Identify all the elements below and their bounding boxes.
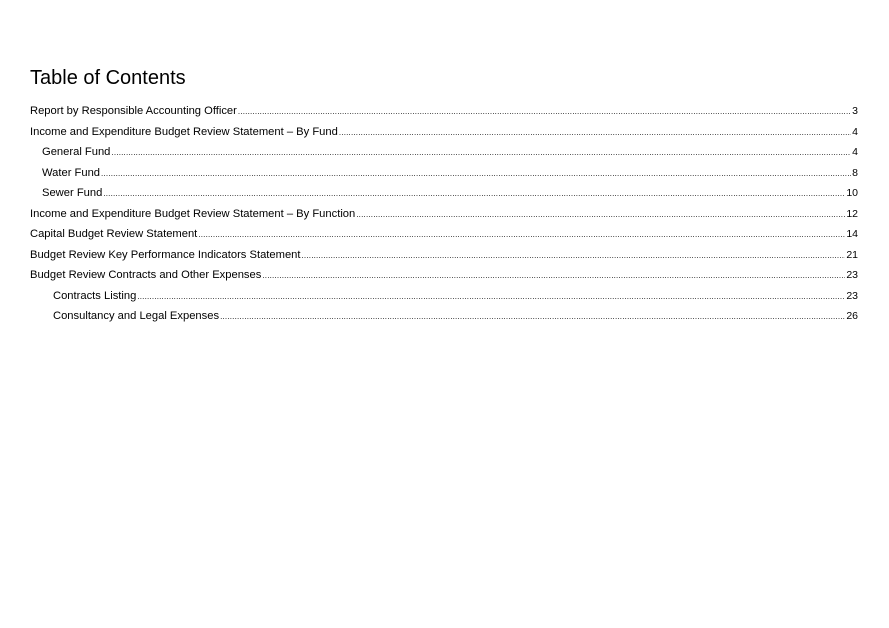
toc-entry-page: 26	[846, 310, 858, 322]
toc-entry-label: Income and Expenditure Budget Review Statement – By Fund	[30, 125, 338, 138]
dot-leader	[356, 207, 845, 223]
toc-entry-label: Capital Budget Review Statement	[30, 228, 198, 240]
toc-entry[interactable]	[30, 267, 858, 288]
toc-entry-page: 4	[852, 146, 858, 158]
toc-entry-label: Sewer Fund	[42, 187, 103, 199]
toc-entry-label: Contracts Listing	[53, 289, 137, 302]
toc-entry[interactable]	[30, 144, 858, 165]
toc-entry-page: 4	[852, 125, 858, 138]
toc-entry-page: 23	[846, 289, 858, 302]
toc-entry[interactable]	[30, 165, 858, 186]
dot-leader	[103, 186, 845, 202]
toc-entry-label: Budget Review Key Performance Indicators Statement	[30, 248, 301, 261]
dot-leader	[101, 166, 851, 182]
dot-leader	[220, 309, 845, 325]
toc-entry-label: Report by Responsible Accounting Officer	[30, 105, 237, 117]
toc-entry-label: Income and Expenditure Budget Review Statement – By Function	[30, 207, 356, 220]
toc-entry-page: 23	[846, 269, 858, 281]
toc-entry-page: 14	[846, 228, 858, 240]
toc-entry[interactable]	[30, 247, 858, 268]
dot-leader	[198, 227, 845, 243]
toc-entry-page: 8	[852, 166, 858, 179]
toc-entry-page: 21	[846, 248, 858, 261]
toc-entry[interactable]	[30, 226, 858, 247]
toc-entry[interactable]	[30, 288, 858, 309]
toc-entry[interactable]	[30, 308, 858, 329]
dot-leader	[111, 145, 851, 161]
toc-entry-label: Water Fund	[42, 166, 101, 179]
dot-leader	[262, 268, 845, 284]
toc-entry[interactable]	[30, 124, 858, 145]
dot-leader	[302, 248, 846, 264]
toc-entry-label: Consultancy and Legal Expenses	[53, 310, 220, 322]
toc-entry-label: General Fund	[42, 146, 111, 158]
toc-entry-page: 3	[852, 105, 858, 117]
toc-entry[interactable]	[30, 206, 858, 227]
dot-leader	[238, 104, 851, 120]
table-of-contents	[30, 103, 858, 329]
toc-entry[interactable]	[30, 185, 858, 206]
toc-entry-label: Budget Review Contracts and Other Expenses	[30, 269, 262, 281]
toc-entry[interactable]	[30, 103, 858, 124]
dot-leader	[339, 125, 851, 141]
page-title: Table of Contents	[30, 67, 186, 89]
toc-entry-page: 12	[846, 207, 858, 220]
dot-leader	[137, 289, 845, 305]
toc-entry-page: 10	[846, 187, 858, 199]
